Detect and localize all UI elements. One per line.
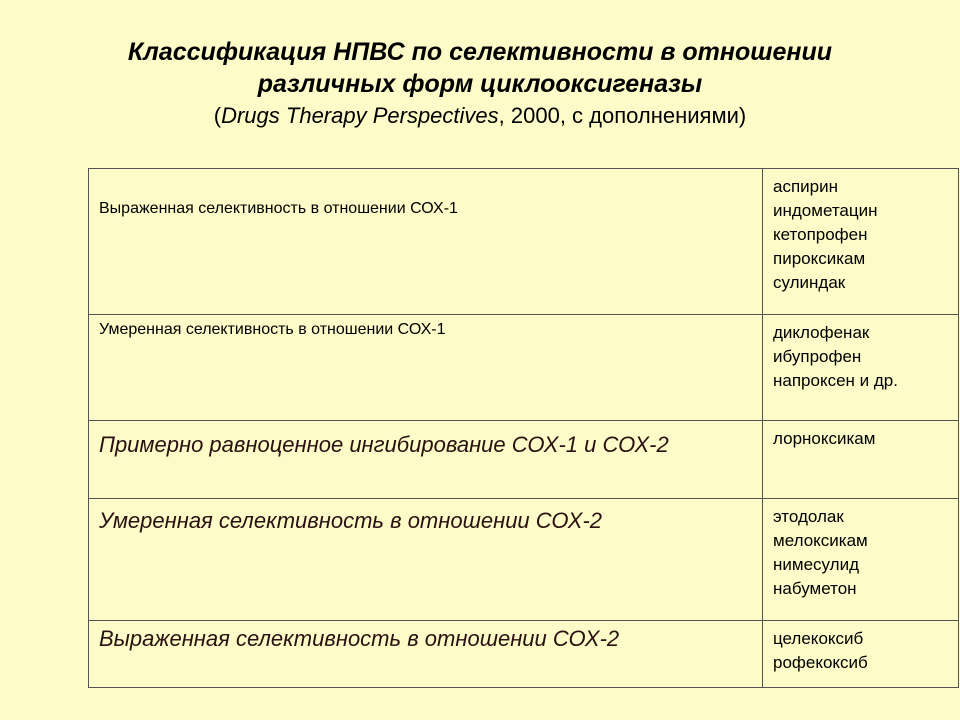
drug-name: напроксен и др.: [773, 371, 898, 390]
drug-name: диклофенак: [773, 323, 870, 342]
classification-table: [88, 168, 959, 688]
category-label: Умеренная селективность в отношении СОХ-1: [99, 321, 446, 338]
category-label: Примерно равноценное ингибирование СОХ-1 и СОХ-2: [99, 432, 669, 457]
drugs-cell: [763, 315, 959, 421]
drug-name: сулиндак: [773, 273, 846, 292]
category-cell: [89, 169, 763, 315]
drug-name: этодолак: [773, 507, 844, 526]
source-citation: [0, 101, 960, 131]
drug-name: набуметон: [773, 579, 857, 598]
drug-name: пироксикам: [773, 249, 866, 268]
drugs-cell: [763, 169, 959, 315]
drug-name: индометацин: [773, 201, 878, 220]
table-row: [89, 621, 959, 688]
table-row: [89, 499, 959, 621]
drug-name: целекоксиб: [773, 629, 864, 648]
citation-journal: Drugs Therapy Perspectives: [221, 103, 499, 128]
citation-rest: , 2000, с дополнениями): [498, 103, 747, 128]
drug-name: рофекоксиб: [773, 653, 868, 672]
drugs-cell: [763, 621, 959, 688]
category-cell: [89, 499, 763, 621]
table-row: [89, 421, 959, 499]
table-row: [89, 169, 959, 315]
drugs-cell: [763, 421, 959, 499]
category-cell: [89, 315, 763, 421]
category-cell: [89, 621, 763, 688]
table-row: [89, 315, 959, 421]
slide-title-line-1: Классификация НПВС по селективности в отношении: [127, 38, 833, 66]
drug-name: нимесулид: [773, 555, 859, 574]
drug-name: мелоксикам: [773, 531, 868, 550]
drugs-cell: [763, 499, 959, 621]
drug-name: лорноксикам: [773, 429, 876, 448]
category-cell: [89, 421, 763, 499]
citation-paren-open: (: [213, 103, 222, 128]
category-label: Умеренная селективность в отношении СОХ-2: [99, 508, 603, 533]
drug-name: аспирин: [773, 177, 838, 196]
slide-title-block: [0, 36, 960, 131]
slide-title-line-2: различных форм циклооксигеназы: [257, 70, 703, 98]
drug-name: кетопрофен: [773, 225, 868, 244]
category-label: Выраженная селективность в отношении СОХ-1: [99, 200, 458, 217]
drug-name: ибупрофен: [773, 347, 862, 366]
category-label: Выраженная селективность в отношении СОХ-2: [99, 626, 620, 651]
